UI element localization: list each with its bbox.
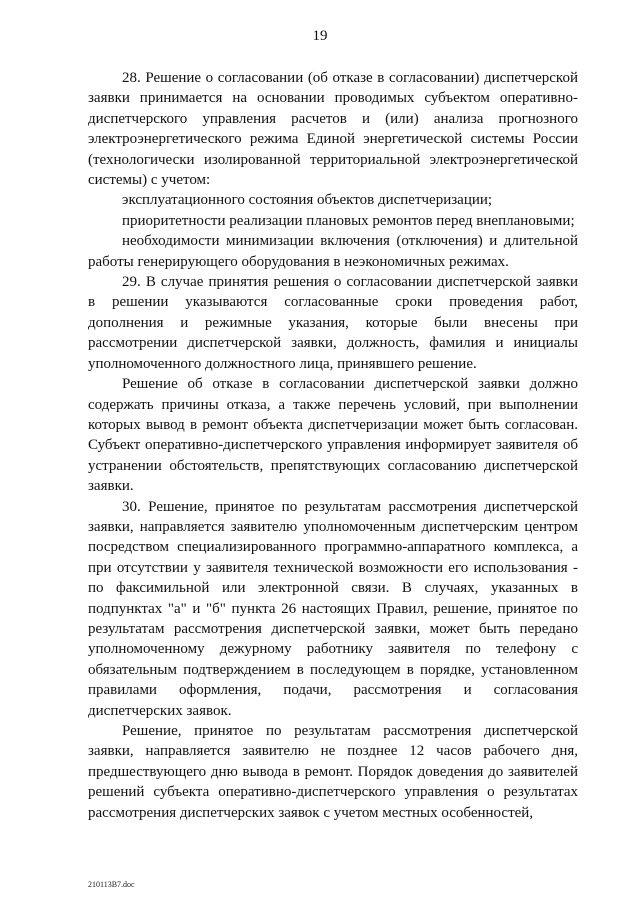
paragraph-30: 30. Решение, принятое по результатам рассмотрения диспетчерской заявки, направляется заявителю уполномоченным диспетчерским центром посредством специализированного программно-аппаратного комплекса, а при отсутствии у заявителя технической возможности его использования - по факсимильной или электронной связи. В случаях, указанных в подпунктах "а" и "б" пункта 26 настоящих Правил, решение, принятое по результатам рассмотрения диспетчерской заявки, может быть передано уполномоченному дежурному работнику заявителя по телефону с обязательным подтверждением в последующем в порядке, установленном правилами оформления, подачи, рассмотрения и согласования диспетчерских заявок.: [88, 498, 578, 719]
paragraph-deadline: Решение, принятое по результатам рассмотрения диспетчерской заявки, направляется заявителю не позднее 12 часов рабочего дня, предшествующего дню вывода в ремонт. Порядок доведения до заявителей решений субъекта оперативно-диспетчерского управления о результатах рассмотрения диспетчерских заявок с учетом местных особенностей,: [88, 723, 578, 821]
paragraph-item-operational-state: эксплуатационного состояния объектов диспетчеризации;: [122, 192, 493, 209]
paragraph-item-minimization: необходимости минимизации включения (отключения) и длительной работы генерирующего оборудования в неэкономичных режимах.: [88, 233, 578, 270]
footer-filename: 210113В7.doc: [88, 880, 135, 889]
paragraph-item-priority: приоритетности реализации плановых ремонтов перед внеплановыми;: [122, 212, 575, 229]
paragraph-29: 29. В случае принятия решения о согласовании диспетчерской заявки в решении указываются согласованные сроки проведения работ, дополнения и режимные указания, которые были внесены при рассмотрении диспетчерской заявки, должность, фамилия и инициалы уполномоченного должностного лица, принявшего решение.: [88, 274, 578, 372]
page-number: 19: [312, 28, 328, 44]
document-body: [88, 68, 578, 823]
paragraph-refusal: Решение об отказе в согласовании диспетчерской заявки должно содержать причины отказа, а также перечень условий, при выполнении которых вывод в ремонт объекта диспетчеризации может быть согласован. Субъект оперативно-диспетчерского управления информирует заявителя об устранении обстоятельств, препятствующих согласованию диспетчерской заявки.: [88, 376, 578, 495]
paragraph-28: 28. Решение о согласовании (об отказе в согласовании) диспетчерской заявки принимается на основании проводимых субъектом оперативно-диспетчерского управления расчетов и (или) анализа прогнозного электроэнергетического режима Единой энергетической системы России (технологически изолированной территориальной электроэнергетической системы) с учетом:: [88, 70, 578, 189]
